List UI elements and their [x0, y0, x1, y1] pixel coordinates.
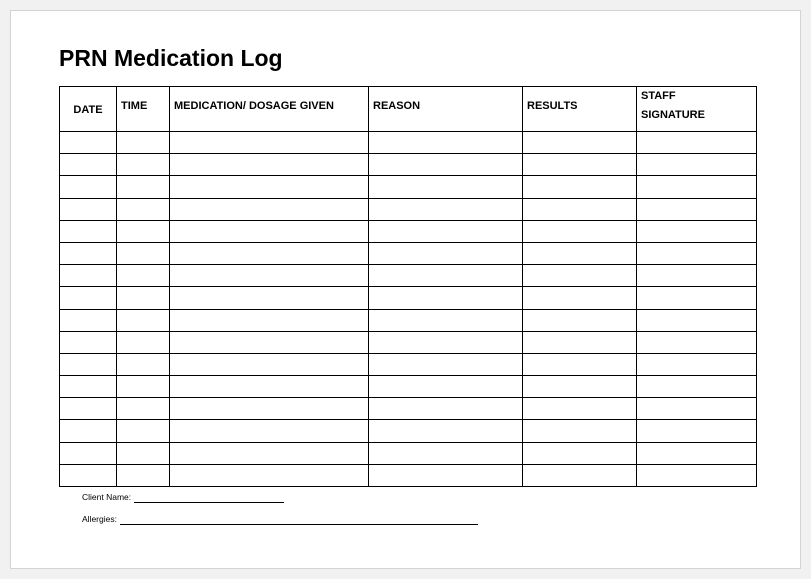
cell-signature[interactable]	[637, 420, 757, 442]
table-row	[60, 287, 757, 309]
cell-time[interactable]	[117, 220, 170, 242]
cell-date[interactable]	[60, 265, 117, 287]
cell-results[interactable]	[523, 265, 637, 287]
table-row	[60, 242, 757, 264]
cell-signature[interactable]	[637, 464, 757, 486]
cell-reason[interactable]	[369, 331, 523, 353]
cell-reason[interactable]	[369, 376, 523, 398]
cell-date[interactable]	[60, 176, 117, 198]
medication-log-table	[59, 86, 757, 487]
cell-medication[interactable]	[170, 265, 369, 287]
cell-medication[interactable]	[170, 442, 369, 464]
cell-date[interactable]	[60, 464, 117, 486]
cell-results[interactable]	[523, 309, 637, 331]
page-title: PRN Medication Log	[59, 45, 283, 71]
cell-medication[interactable]	[170, 309, 369, 331]
table-row	[60, 176, 757, 198]
cell-medication[interactable]	[170, 220, 369, 242]
cell-time[interactable]	[117, 287, 170, 309]
cell-results[interactable]	[523, 198, 637, 220]
cell-medication[interactable]	[170, 176, 369, 198]
cell-time[interactable]	[117, 132, 170, 154]
header-medication-dosage: MEDICATION/ DOSAGE GIVEN	[170, 87, 369, 132]
cell-date[interactable]	[60, 353, 117, 375]
cell-reason[interactable]	[369, 176, 523, 198]
cell-date[interactable]	[60, 154, 117, 176]
cell-time[interactable]	[117, 398, 170, 420]
cell-results[interactable]	[523, 287, 637, 309]
cell-date[interactable]	[60, 376, 117, 398]
cell-time[interactable]	[117, 353, 170, 375]
table-header-row	[60, 87, 757, 132]
table-row	[60, 132, 757, 154]
table-row	[60, 442, 757, 464]
cell-date[interactable]	[60, 220, 117, 242]
cell-date[interactable]	[60, 420, 117, 442]
cell-signature[interactable]	[637, 287, 757, 309]
header-time: TIME	[117, 87, 170, 132]
cell-signature[interactable]	[637, 442, 757, 464]
table-row	[60, 353, 757, 375]
cell-signature[interactable]	[637, 132, 757, 154]
cell-medication[interactable]	[170, 376, 369, 398]
table-row	[60, 154, 757, 176]
cell-signature[interactable]	[637, 353, 757, 375]
cell-date[interactable]	[60, 287, 117, 309]
cell-time[interactable]	[117, 198, 170, 220]
cell-results[interactable]	[523, 220, 637, 242]
allergies-line	[82, 513, 478, 525]
cell-results[interactable]	[523, 132, 637, 154]
cell-results[interactable]	[523, 420, 637, 442]
cell-reason[interactable]	[369, 398, 523, 420]
cell-medication[interactable]	[170, 242, 369, 264]
client-name-line	[82, 491, 284, 503]
cell-date[interactable]	[60, 309, 117, 331]
cell-reason[interactable]	[369, 220, 523, 242]
cell-date[interactable]	[60, 398, 117, 420]
cell-reason[interactable]	[369, 242, 523, 264]
cell-reason[interactable]	[369, 442, 523, 464]
cell-reason[interactable]	[369, 198, 523, 220]
allergies-field[interactable]	[120, 514, 478, 525]
header-results: RESULTS	[523, 87, 637, 132]
cell-medication[interactable]	[170, 132, 369, 154]
cell-time[interactable]	[117, 376, 170, 398]
client-name-field[interactable]	[134, 492, 284, 503]
cell-signature[interactable]	[637, 220, 757, 242]
cell-reason[interactable]	[369, 420, 523, 442]
cell-results[interactable]	[523, 442, 637, 464]
cell-results[interactable]	[523, 353, 637, 375]
cell-medication[interactable]	[170, 464, 369, 486]
cell-time[interactable]	[117, 242, 170, 264]
cell-signature[interactable]	[637, 154, 757, 176]
header-staff-signature	[637, 87, 757, 132]
cell-reason[interactable]	[369, 265, 523, 287]
cell-time[interactable]	[117, 442, 170, 464]
cell-reason[interactable]	[369, 154, 523, 176]
cell-medication[interactable]	[170, 287, 369, 309]
header-reason: REASON	[369, 87, 523, 132]
table-row	[60, 420, 757, 442]
cell-medication[interactable]	[170, 154, 369, 176]
cell-signature[interactable]	[637, 376, 757, 398]
cell-time[interactable]	[117, 154, 170, 176]
header-staff-line2: SIGNATURE	[641, 109, 705, 121]
cell-medication[interactable]	[170, 398, 369, 420]
cell-results[interactable]	[523, 331, 637, 353]
cell-time[interactable]	[117, 464, 170, 486]
cell-date[interactable]	[60, 198, 117, 220]
cell-signature[interactable]	[637, 309, 757, 331]
table-row	[60, 331, 757, 353]
header-date: DATE	[60, 87, 117, 132]
cell-time[interactable]	[117, 265, 170, 287]
cell-reason[interactable]	[369, 309, 523, 331]
table-row	[60, 265, 757, 287]
cell-reason[interactable]	[369, 132, 523, 154]
cell-signature[interactable]	[637, 176, 757, 198]
table-row	[60, 198, 757, 220]
cell-reason[interactable]	[369, 353, 523, 375]
cell-signature[interactable]	[637, 331, 757, 353]
cell-results[interactable]	[523, 154, 637, 176]
cell-date[interactable]	[60, 132, 117, 154]
cell-time[interactable]	[117, 176, 170, 198]
cell-reason[interactable]	[369, 464, 523, 486]
cell-results[interactable]	[523, 464, 637, 486]
table-row	[60, 376, 757, 398]
table-row	[60, 464, 757, 486]
cell-date[interactable]	[60, 442, 117, 464]
cell-results[interactable]	[523, 176, 637, 198]
cell-signature[interactable]	[637, 265, 757, 287]
table-row	[60, 398, 757, 420]
cell-medication[interactable]	[170, 331, 369, 353]
cell-time[interactable]	[117, 309, 170, 331]
allergies-label: Allergies:	[82, 514, 117, 524]
cell-medication[interactable]	[170, 420, 369, 442]
table-body	[60, 132, 757, 487]
cell-signature[interactable]	[637, 242, 757, 264]
cell-signature[interactable]	[637, 398, 757, 420]
cell-time[interactable]	[117, 331, 170, 353]
document-page	[10, 10, 801, 569]
cell-signature[interactable]	[637, 198, 757, 220]
cell-time[interactable]	[117, 420, 170, 442]
client-name-label: Client Name:	[82, 492, 132, 502]
cell-reason[interactable]	[369, 287, 523, 309]
cell-medication[interactable]	[170, 353, 369, 375]
table-row	[60, 220, 757, 242]
cell-results[interactable]	[523, 242, 637, 264]
cell-results[interactable]	[523, 376, 637, 398]
cell-date[interactable]	[60, 242, 117, 264]
table-row	[60, 309, 757, 331]
cell-date[interactable]	[60, 331, 117, 353]
cell-results[interactable]	[523, 398, 637, 420]
header-staff-line1: STAFF	[641, 90, 676, 102]
cell-medication[interactable]	[170, 198, 369, 220]
